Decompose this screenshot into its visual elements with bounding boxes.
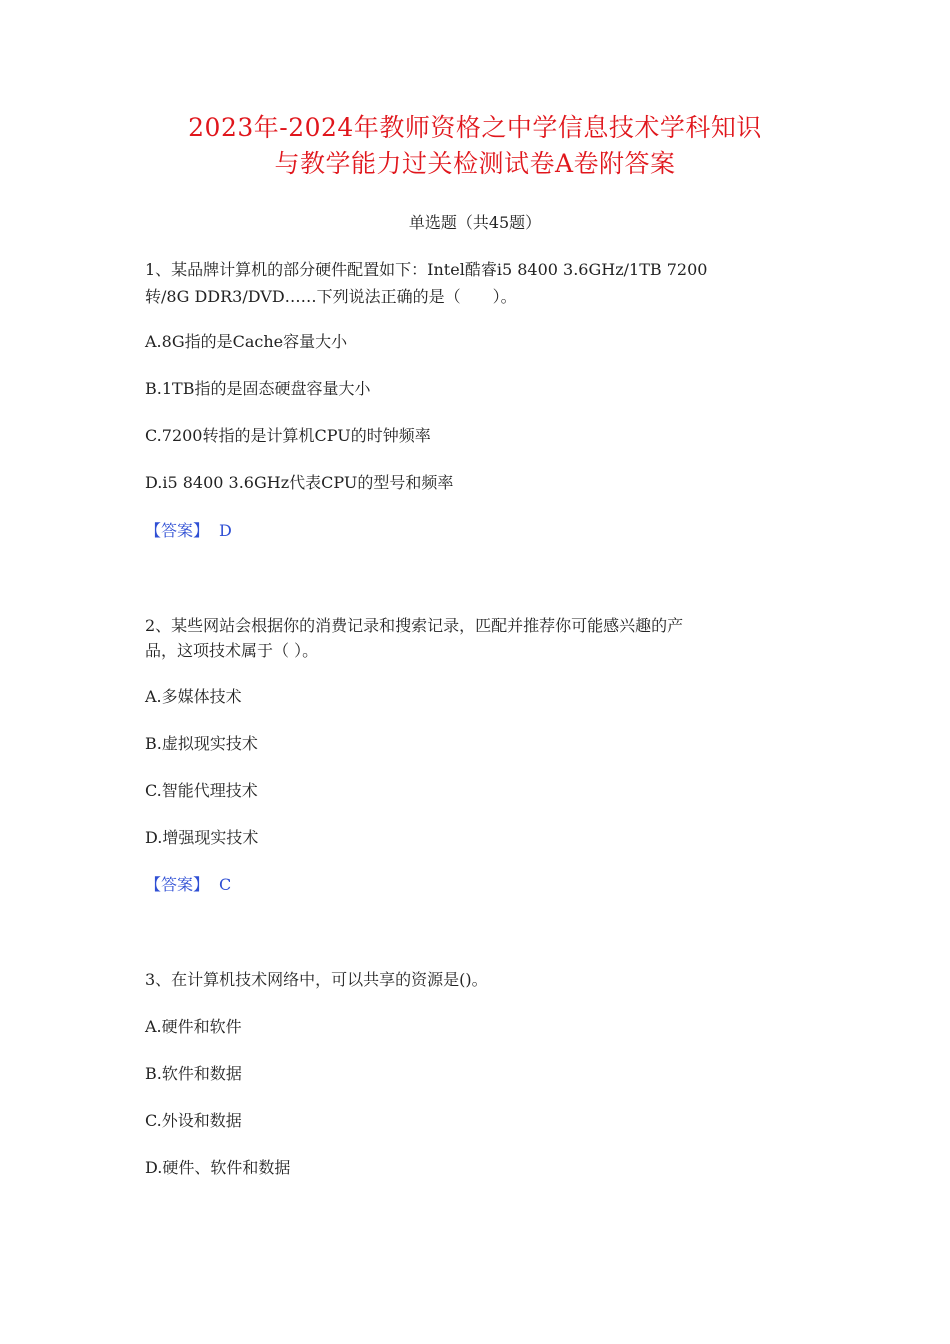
question-2-option-a: A.多媒体技术: [145, 687, 242, 706]
question-3-stem-line-1: 3、在计算机技术网络中，可以共享的资源是()。: [145, 970, 488, 989]
answer-value: C: [219, 875, 232, 894]
question-2-stem-line-1: 2、某些网站会根据你的消费记录和搜索记录，匹配并推荐你可能感兴趣的产: [145, 616, 684, 635]
question-2-answer: [145, 872, 231, 898]
document-title-line-2: 与教学能力过关检测试卷A卷附答案: [274, 149, 676, 178]
question-1-option-c: C.7200转指的是计算机CPU的时钟频率: [145, 426, 431, 445]
question-1-stem-line-2: 转/8G DDR3/DVD……下列说法正确的是（ ）。: [145, 287, 517, 306]
question-2-stem-line-2: 品，这项技术属于（ ）。: [145, 641, 319, 660]
question-3-option-b: B.软件和数据: [145, 1064, 242, 1083]
question-1-option-d: D.i5 8400 3.6GHz代表CPU的型号和频率: [145, 473, 454, 492]
question-1-answer: [145, 518, 232, 544]
question-2-option-b: B.虚拟现实技术: [145, 734, 258, 753]
answer-value: D: [219, 521, 232, 540]
answer-label: 【答案】: [145, 875, 210, 894]
question-3-option-d: D.硬件、软件和数据: [145, 1158, 291, 1177]
question-1-option-b: B.1TB指的是固态硬盘容量大小: [145, 379, 371, 398]
document-title-line-1: 2023年-2024年教师资格之中学信息技术学科知识: [188, 113, 762, 142]
question-3-option-c: C.外设和数据: [145, 1111, 242, 1130]
question-1-stem-line-1: 1、某品牌计算机的部分硬件配置如下：Intel酷睿i5 8400 3.6GHz/1TB 7200: [145, 260, 708, 279]
question-1-option-a: A.8G指的是Cache容量大小: [145, 332, 348, 351]
question-3-option-a: A.硬件和软件: [145, 1017, 242, 1036]
answer-label: 【答案】: [145, 521, 210, 540]
section-heading: 单选题（共45题）: [408, 213, 542, 232]
question-2-option-c: C.智能代理技术: [145, 781, 258, 800]
question-2-option-d: D.增强现实技术: [145, 828, 259, 847]
